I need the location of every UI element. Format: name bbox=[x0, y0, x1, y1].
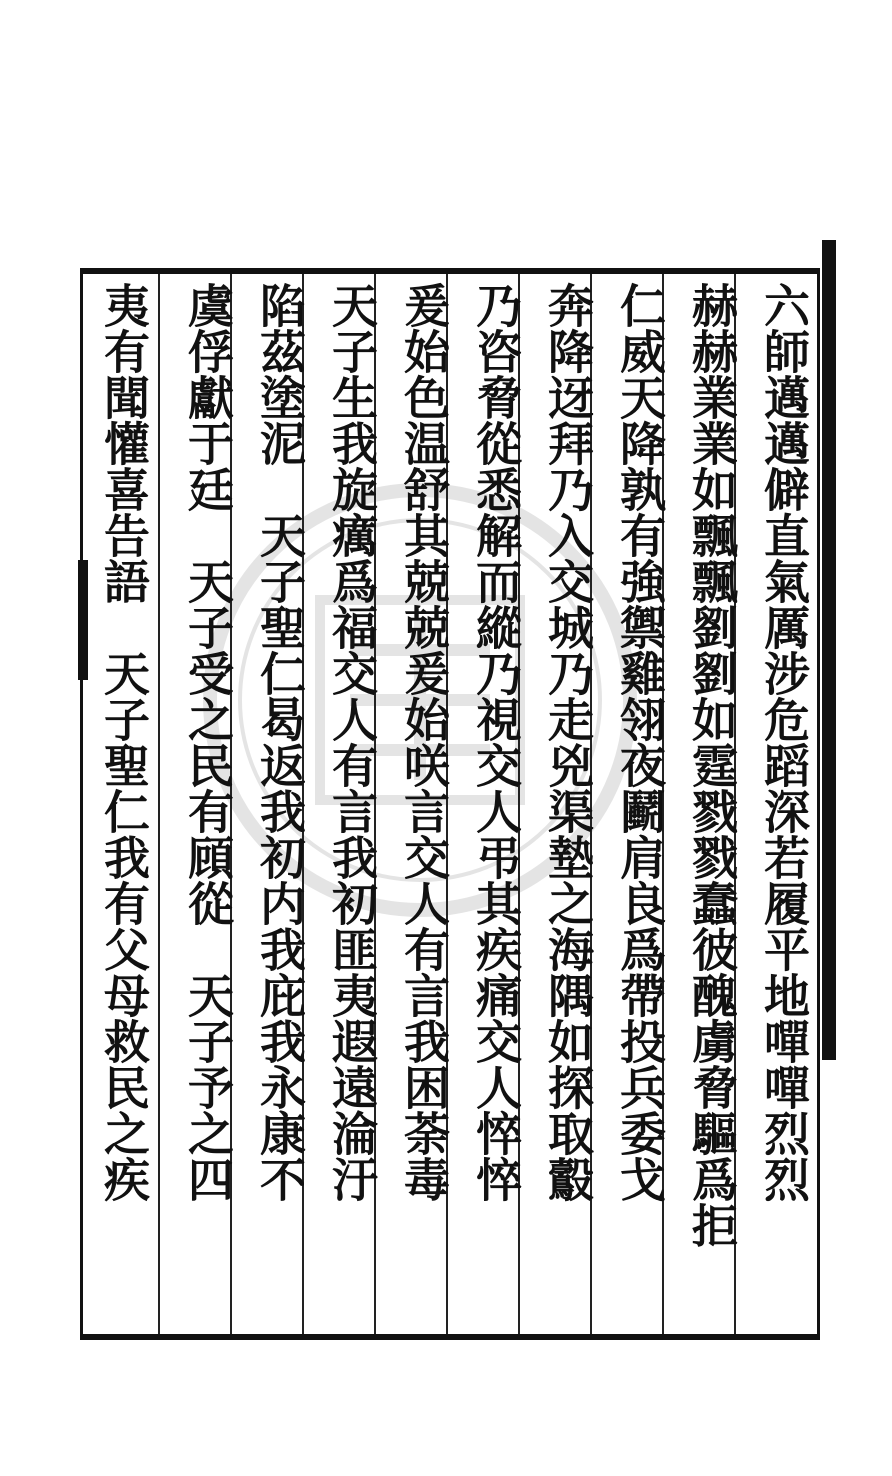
text-column-8: 陷茲塗泥 天子聖仁曷返我初内我庇我永康不 bbox=[253, 282, 307, 1202]
text-column-5: 乃咨脅從悉解而縱乃視交人弔其疾痛交人悴悴 bbox=[469, 282, 523, 1202]
text-column-4: 奔降迓拜乃入交城乃走兇渠墊之海隅如探取鷇 bbox=[541, 282, 595, 1202]
text-column-10: 夷有聞懽喜告語 天子聖仁我有父母救民之疾 bbox=[97, 282, 151, 1202]
text-column-2: 赫赫業業如飄飄劉劉如霆戮戮蠢彼醜虜脅驅爲拒 bbox=[685, 282, 739, 1248]
column-rule bbox=[158, 274, 160, 1334]
block-edge-mark bbox=[78, 560, 88, 680]
text-column-9: 虞俘獻于廷 天子受之民有頋從 天子予之四 bbox=[181, 282, 235, 1202]
binding-edge bbox=[822, 240, 836, 1060]
text-column-7: 天子生我旋癘爲福交人有言我初匪夷遐遠淪汙 bbox=[325, 282, 379, 1202]
text-column-1: 六師邁邁僻直氣厲涉危蹈深若履平地嘽嘽烈烈 bbox=[757, 282, 811, 1202]
text-column-6: 爰始色温舒其兢兢爰始咲言交人有言我困荼毒 bbox=[397, 282, 451, 1202]
text-column-3: 仁威天降孰有強禦雞翎夜鬬肩良爲帶投兵委戈 bbox=[613, 282, 667, 1202]
